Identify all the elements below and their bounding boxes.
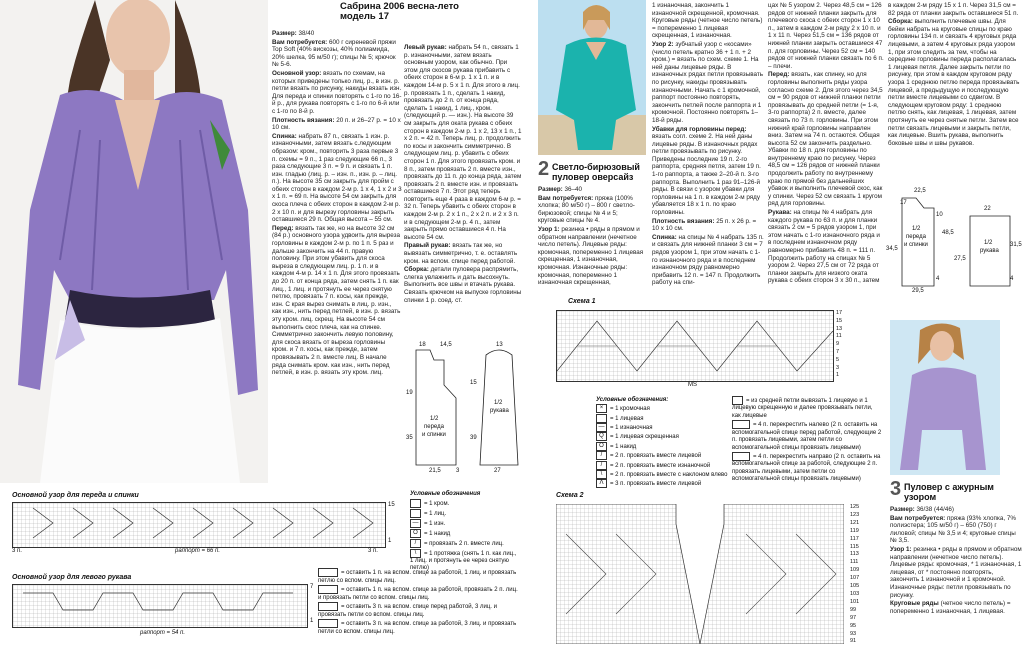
dim-b: 17 <box>900 200 907 206</box>
pattern2-rows-top: 7 <box>310 584 314 590</box>
model2-text-col2: 1 изнаночная, закончить 1 изнаночной скрещенной, кромочная. Круговые ряды (четное число петель) = попеременно 1 лицевая скрещенная, 1 изнаночная. Узор 2: зубчатый узор с «косами» (число петель кратно 36 + 1 п. + 2 кром.) = вязать по схем. схеме 1. На ней даны лицевые ряды. В изнаночных рядах петли провязывать по рисунку, накиды провязывать изнаночными. Начать с 1 кромочной, раппорт постоянно повторять, закончить петлей после раппорта и 1 кромочной. Постоянно повторять 1–18-й ряды. Убавки для горловины перед: вязать согл. схеме 2. На ней даны лицевые ряды. В изнаночных рядах петли провязывать по рисунку. Приведены последние 19 п. 2-го раппорта, средняя петля, затем 19 п. 1-го раппорта, а также 2–20-й п. 3-го раппорта. Выполнить 1 раз 91–126-й ряды. В связи с узором убавки для горловины на 1 п. в каждом 2-м ряду убавляется 18 х 1 п. по краю горловины. Плотность вязания: 25 п. х 26 р. = 10 х 10 см. Спинка: на спицы № 4 набрать 135 п. и связать для нижней планки 3 см = 7 рядов узором 1, при этом начать с 1-го изнаночного ряда и в последнем изнаночном ряду равномерно прибавить 12 п. = 147 п. Продолжить работу на спи- <box>652 2 764 287</box>
model2-text: Размер: 36–40 Вам потребуется: пряжа (100% хлопка; 80 м/50 г) – 800 г светло-бирюзовой; спицы № 4 и 5; круговые спицы № 4. Узор 1: резинка • ряды в прямом и обратном направлении (нечетное число петель). Лицевые ряды: кромочная, попеременно 1 лицевая скрещенная, 1 изнаночная, кромочная. Изнаночные ряды: кромочная, попеременно 1 изнаночная скрещенная, <box>538 186 644 287</box>
sleeve-dim-top: 13 <box>496 342 503 348</box>
dim-m: 22 <box>984 206 991 212</box>
legend1-item: = 1 лиц. <box>410 509 520 519</box>
magazine-title: Сабрина 2006 весна-лето <box>340 1 459 12</box>
dim-f: и спинки <box>904 242 928 248</box>
pattern2-rows-right: 1 <box>310 618 314 624</box>
legend1-item: \ = 1 протяжка (снять 1 п. как лиц., 1 лиц. и протянуть ее через снятую петлю) <box>410 550 517 572</box>
pattern1-chart <box>12 502 386 548</box>
model2-number: 2 <box>538 158 550 180</box>
schema2-row-numbers: 125 123 121 119 117 115 113 111 109 107 105 103 101 99 97 95 93 91 <box>850 504 860 645</box>
legend2-item: — = 1 изнаночная <box>596 423 728 432</box>
dim-p: 4 <box>1010 276 1014 282</box>
schematic-model2 <box>884 186 1020 298</box>
dim-o: 29,5 <box>912 288 924 294</box>
legend2-item: Λ = 3 п. провязать вместе лицевой <box>596 479 728 488</box>
dim-j: 1/2 <box>984 240 993 246</box>
legend2-cable: = 4 п. перекрестить направо (2 п. оставить на вспомогательной спице за работой, следующие 2 п. провязать лицевыми, затем петли со вспомогательной спицы провязать лицевыми) <box>732 452 882 484</box>
legend2-cable: = из средней петли вывязать 1 лицевую и 1 лицевую скрещенную и далее провязывать петли, как лицевые <box>732 396 882 420</box>
schema1-ms: MS <box>688 382 697 388</box>
photo-turquoise-pullover <box>538 0 646 155</box>
schema1-title: Схема 1 <box>568 298 596 305</box>
legend-model2-cables <box>732 396 882 484</box>
piece-label3: и спинки <box>422 432 446 438</box>
legend1-item: — = 1 изн. <box>410 519 520 529</box>
sleeve-label2: рукава <box>490 408 509 414</box>
photo-lilac-cardigan <box>0 0 268 483</box>
schema2-chart <box>556 504 844 644</box>
legend2-item: / = 2 п. провязать вместе изнаночной <box>596 461 728 470</box>
model3-title1: Пуловер с ажурным <box>904 482 994 492</box>
sleeve-label: 1/2 <box>494 400 503 406</box>
dim-n: 4 <box>936 276 940 282</box>
sleeve-text: Левый рукав: набрать 54 п., связать 1 р. изнаночными, затем вязать основным узором, как обычно. При этом для скосов рукава прибавить с обеих сторон в 6-м р. 1 х 1 п. и в каждом 14-м р. 5 х 1 п. Для этого в лиц. р. провязать 1 п., сделать 1 накид, провязать до 2 п. от конца ряда, сделать 1 накид, 1 лиц., кром. (следующий р. — изн.). На высоте 39 см закрыть для оката рукава с обеих сторон в каждом 2-м р. 1 х 2, 13 х 1 п., 1 х 2 п. = 42 п. Теперь лиц. р. продолжить по косы и закончить симметрично. В следующем лиц. р. убавить с обеих сторон 1 п. Для этого провязать кром. и 8 п., затем провязать 2 п. вместе изн., провязать до 11 п. до конца ряда, затем провязать 2 п. вместе изн. и провязать оставшиеся 7 п. Этот ряд теперь повторить еще 4 раза в каждом 6-м р. = 32 п. Теперь убавить с обеих сторон в каждом 2-м р. 2 х 1 п., 2 х 2 п. и 2 х 3 п. и в следующем 2-м р. 4 п., затем закрыть прямо оставшиеся 4 п. На высоте 54 см. Правый рукав: вязать так же, но вывязать симметрично, т. е. оставлять кром. на вспом. спице перед работой. Сборка: детали пуловера распрямить, слегка увлажнить и дать высохнуть. Выполнить все швы и втачать рукава. Связать крючком на выпуске горловины спинки 1 р. соед. ст. <box>404 44 522 304</box>
dim-k: рукава <box>980 248 999 254</box>
dim-bottom: 21,5 <box>429 468 441 474</box>
model3-text: Размер: 36/38 (44/46) Вам потребуется: пряжа (93% хлопка, 7% полиэстера; 105 м/50 г) – 650 (750) г лиловой; спицы № 3,5 и 4; круговые спицы № 3,5. Узор 1: резинка • ряды в прямом и обратном направлении (нечетное число петель). Лицевые ряды: кромочная, * 1 изнаночная, 1 лицевая, от * постоянно повторять, закончить 1 изнаночной и 1 кромочной. Изнаночные ряды: петли провязывать по рисунку. Круговые ряды (четное число петель) = попеременно 1 изнаночная, 1 лицевая. <box>890 506 1022 615</box>
legend2-title: Условные обозначения: <box>596 397 669 403</box>
pattern1-right: 3 п. <box>368 548 378 554</box>
dim-top2: 14,5 <box>440 342 452 348</box>
legend1-item: O = 1 накид <box>410 529 520 539</box>
pattern2-rapport: раппорт = 54 п. <box>140 630 186 636</box>
dim-e: переда <box>906 234 926 240</box>
dim-side1: 19 <box>406 390 413 396</box>
dim-top1: 18 <box>419 342 426 348</box>
model3-number: 3 <box>890 478 902 500</box>
dim-a: 22,5 <box>914 188 926 194</box>
model2-title2: пуловер оверсайз <box>552 172 634 182</box>
legend2-item: \ = 2 п. провязать вместе с наклоном влево <box>596 470 728 479</box>
legend1-item: = 1 кром. <box>410 499 520 509</box>
schematic-model17 <box>404 340 524 480</box>
legend-model17 <box>410 490 520 572</box>
dim-i: 27,5 <box>954 256 966 262</box>
pattern2-caption: Основной узор для левого рукава <box>12 574 132 581</box>
sleeve-dim-side: 15 <box>470 380 477 386</box>
legend1-item: / = провязать 2 п. вместе лиц. <box>410 539 520 549</box>
legend-model2 <box>596 396 728 489</box>
legend1-cable: = оставить 3 п. на вспом. спице перед работой, 3 лиц. и провязать петли со вспом. спицы лиц. <box>318 602 518 619</box>
dim-h: 48,5 <box>942 230 954 236</box>
dim-l: 31,5 <box>1010 242 1022 248</box>
piece-label: 1/2 <box>430 416 439 422</box>
legend2-item: Q = 1 лицевая скрещенная <box>596 432 728 441</box>
dim-g: 34,5 <box>886 246 898 252</box>
legend2-item: O = 1 накид <box>596 442 728 451</box>
pattern1-rows-top: 15 <box>388 502 395 508</box>
model3-title2: узором <box>904 492 937 502</box>
pattern2-chart <box>12 584 308 628</box>
pattern1-left: 3 п. <box>12 548 22 554</box>
pattern1-caption: Основной узор для переда и спинки <box>12 492 139 499</box>
model2-title1: Светло-бирюзовый <box>552 162 640 172</box>
dim-c: 10 <box>936 212 943 218</box>
legend1-cable: = оставить 1 п. на вспом. спице за работой, провязать 2 п. лиц. и провязать петли со вспом. спицы лиц. <box>318 585 518 602</box>
sleeve-dim-bottom: 27 <box>494 468 501 474</box>
pattern1-rows-right: 1 <box>388 538 392 544</box>
schema1-chart <box>556 310 834 382</box>
photo-lilac-pullover <box>890 320 1000 475</box>
sleeve-dim-side2: 39 <box>470 435 477 441</box>
piece-label2: переда <box>424 424 444 430</box>
legend1-cable: = оставить 3 п. на вспом. спице за работой, 3 лиц. и провязать петли со вспом. спицы лиц. <box>318 619 518 636</box>
legend-model17-cables <box>318 568 518 636</box>
model-title: модель 17 <box>340 11 389 22</box>
model17-text: Размер: 38/40 Вам потребуется: 600 г сиреневой пряжи Top Soft (40% вискозы, 40% полиамида, 20% шелка, 95 м/50 г); спицы № 5; крючок № 5-6. Основной узор: вязать по схемам, на которых приведены только лиц. р., в изн. р. петли вязать по рисунку, накиды вязать изн. Для переда и спинки повторять с 1-го по 16-й р., для рукава повторять с 1-го по 6-й или с 1-го по 8-й р. Плотность вязания: 20 п. и 26–27 р. = 10 х 10 см. Спинка: набрать 87 п., связать 1 изн. р. изнаночными, затем вязать с.ледующим образом: кром., повторить 3 раза первые 3 п. схемы = 9 п., 1 раз следующие 66 п., 3 раза следующие 3 п. = 9 п. и связать 1 п. изн. гладью (лиц. р. – изн. п., изн. р. – лиц. п.). На высоте 35 см закрыть для пройм с обеих сторон в каждом 2-м р. 1 х 4, 1 х 2 и 3 х 1 п. = 69 п. На высоте 54 см закрыть для скоса плеча с обеих сторон в каждом 2-м р. 2 х 10 п. и для вырезу горловины закрыть оставшиеся 29 п. Общая высота – 55 см. Перед: вязать так же, но на высоте 32 см (84 р.) основного узора удвоить для выреза горловины в каждом 2-м р. по 1 п. 5 раз и дальше закончить на 44 п. правую половину. При этом убавить для скоса выреза в следующем лиц. р. 1 п. и в каждом 4-м р. 14 х 1 п. Для этого провязать до 20 п. от конца ряда, затем снять 1 п. как лиц., 1 лиц. и протянуть ее через снятую петлю, провязать 7 п. косы, как прежде, изн. С края вырез снимать в лиц. р. изн., как изн., нить перед петлей, в изн. р. вязать эту кром. лиц. скрещ. На высоте 54 см выполнить скос плеча, как на спинке. Симметрично закончить левую половину, для скоса вязать от выреза горловины кром. и 7 п. косы, как прежде, затем провязывать 2 п. вместе лиц. В начале ряда снимать кром. как изн., нить перед петлей, в изн. р. вязать эту кром. лиц. <box>272 30 402 377</box>
legend1-cable: = оставить 1 п. на вспом. спице за работой, 1 лиц. и провязать петлю со вспом. спицы лиц. <box>318 568 518 585</box>
legend2-item: = 1 лицевая <box>596 414 728 423</box>
model2-text-col4: в каждом 2-м ряду 15 х 1 п. Через 31,5 см = 82 ряда от планки закрыть оставшиеся 51 п. Сборка: выполнить плечевые швы. Для бейки набрать на круговые спицы по краю горловины 134 п. и связать 4 круговых ряда лицевыми, а затем 4 круговых ряда узором 1, при этом следить за тем, чтобы на середине горловины переда располагалась 1 лицевая петля. Далее закрыть петли по рисунку, при этом в каждом круговом ряду узора 1 среднюю петлю переда провязывать лицевой, а предыдущую и последующую петли вместе лицевыми со сдвигом. В следующем круговом ряду: 1 среднюю петлю снять, как лицевая, 1 лицевая, затем протянуть ее через снятые петли. Затем все петли связать лицевыми и закрыть петли, как лицевые. Вшить рукава, выполнить боковые швы и швы рукавов. <box>888 2 1020 147</box>
legend2-item: / = 2 п. провязать вместе лицевой <box>596 451 728 460</box>
dim-bottom2: 3 <box>456 468 460 474</box>
pattern1-rapport: раппорт = 66 п. <box>175 548 221 554</box>
dim-d: 1/2 <box>912 226 921 232</box>
model2-text-col3: цах № 5 узором 2. Через 48,5 см = 126 рядов от нижней планки закрыть для плечевого скоса с обеих сторон 1 х 10 п., затем в каждом 2-м ряду 2 х 10 п. и 1 х 11 п. Через 51,5 см = 136 рядов от нижней планки закрыть оставшиеся 47 п. для горловины. Через 52 см = 140 рядов от нижней планки связать по 6 п. – плечи. Перед: вязать, как спинку, но для горловины выполнить ряды узора согласно схеме 2. Для этого через 34,5 см = 90 рядов от нижней планки петли провязывать до средней петли (= 1-я, 3-го раппорта) 2 п. вместе, далее связать по 73 п. горловины. При этом нижний край горловины направлен вниз. Затем на 74 п. остаются. Общая высота 52 см закончить раздельно. Убавки по 18 п. для горловины по внутреннему краю по рисунку. Через 48,5 см = 126 рядов от нижней планки продолжить работу по внутреннему краю по прямой без дальнейших убавок и выполнить плечевой скос, как у спинки. Через 52 см связать 1 кругом ряд для горловины. Рукава: на спицы № 4 набрать для каждого рукава по 63 п. и для планки связать 2 см = 5 рядов узором 1, при этом начать с 1-го изнаночного ряда и в последнем изнаночном ряду равномерно прибавить 48 п. = 111 п. Продолжить работу на спицах № 5 узором 2. Через 27,5 см от 72 ряда от планки закрыть для низкого оката рукава с обеих сторон 3 х 30 п., затем <box>768 2 884 285</box>
legend2-item: × = 1 кромочная <box>596 404 728 413</box>
dim-side2: 35 <box>406 435 413 441</box>
schema2-title: Схема 2 <box>556 492 584 499</box>
legend2-cable: = 4 п. перекрестить налево (2 п. оставить на вспомогательной спице перед работой, следующие 2 п. провязать лицевыми, затем петли со вспомогательной спицы провязать лицевыми) <box>732 420 882 452</box>
schema1-row-numbers: 17 15 13 11 9 7 5 3 1 <box>836 310 843 379</box>
legend1-title: Условные обозначения <box>410 491 481 497</box>
